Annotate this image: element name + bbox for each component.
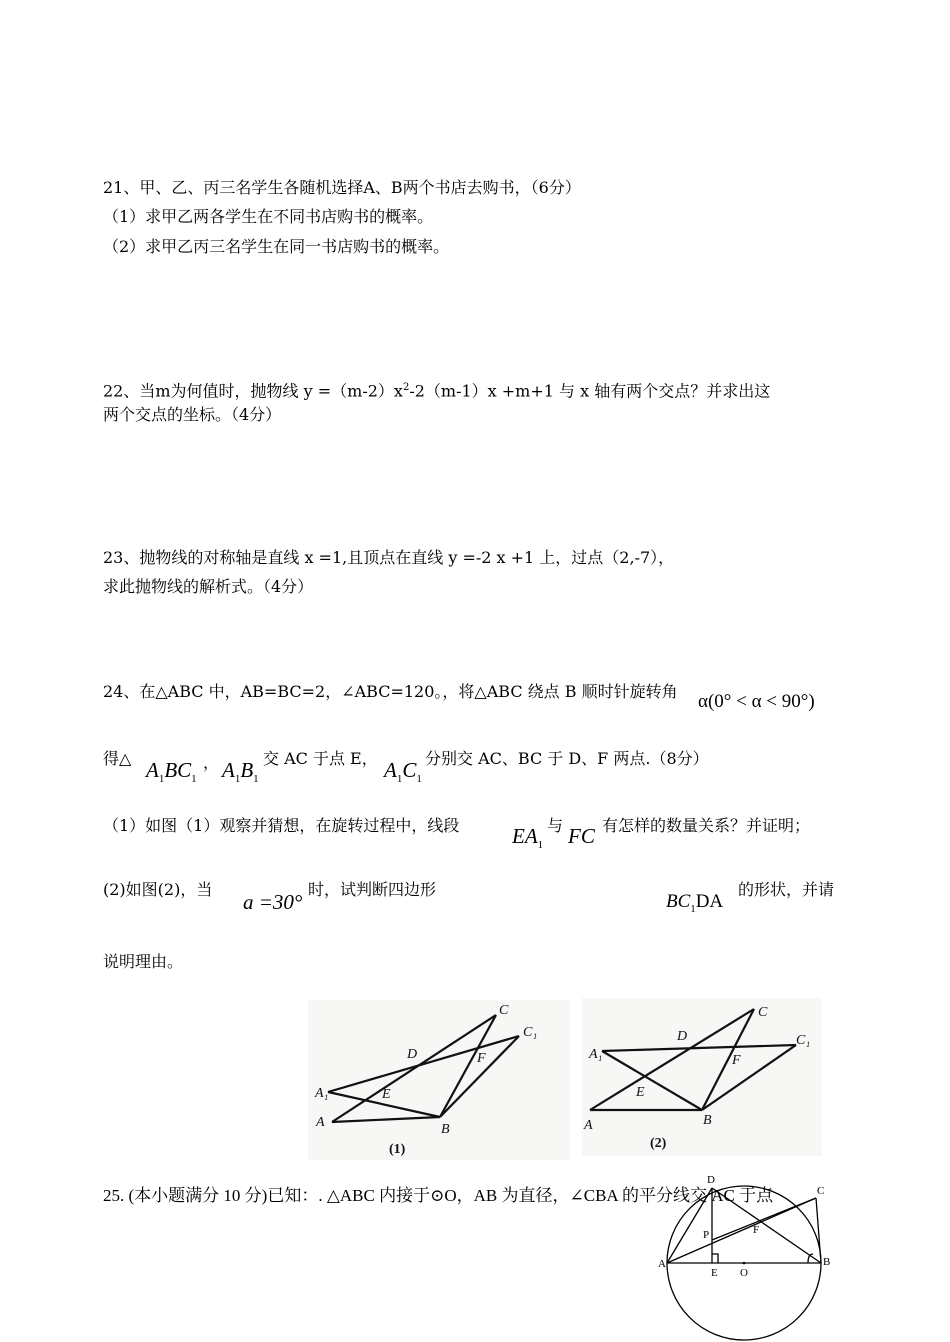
q24-part1-with: 与 [547,816,564,835]
label-e: E [636,1085,645,1100]
q24-line2-mid: 交 AC 于点 E， [263,749,378,768]
sub: 1 [234,773,241,786]
label-f: F [477,1051,486,1066]
q24-line1: 24、在△ABC 中，AB=BC=2，∠ABC=120。，将△ABC 绕点 B 顺时针旋转角 [103,682,678,701]
sub: 1 [253,773,259,786]
label-e: E [382,1087,391,1102]
seg-db [712,1188,821,1263]
label-p: P [703,1229,710,1241]
label-a: A [658,1258,666,1270]
q24-part2-c: 的形状，并请 [738,880,835,899]
seg-ea: EA [512,824,538,848]
label-b: B [441,1122,450,1137]
sub: 1 [396,773,403,786]
q21-part1: （1）求甲乙两各学生在不同书店购书的概率。 [103,207,434,226]
q24-part1-a: （1）如图（1）观察并猜想，在旋转过程中，线段 [103,816,460,835]
q21-stem: 21、甲、乙、丙三名学生各随机选择A、B两个书店去购书，（6分） [103,178,581,197]
label-a: A [316,1115,325,1130]
fig1-caption: (1) [389,1142,406,1157]
label-c: C [499,1003,509,1018]
sub: 1 [416,773,422,786]
q24-segment-a1b1 [222,758,259,791]
seg-cb [816,1198,821,1263]
q22-line1 [103,378,770,401]
right-angle-mark [712,1254,718,1263]
q24-segment-ea1 [512,824,543,857]
q25-figure [656,1168,840,1342]
q24-part1-b: 有怎样的数量关系？并证明； [602,816,811,835]
q24-quadrilateral [666,890,723,921]
tri-bc: BC [164,758,192,782]
label-b: B [823,1256,831,1268]
sub: 1 [158,773,165,786]
q24-angle-expr: α(0° < α < 90°) [698,691,815,712]
label-c1: C₁ [796,1033,811,1048]
q24-part2-b: 时，试判断四边形 [308,880,437,899]
seg-a: A [384,758,397,782]
sub: 1 [537,839,544,852]
label-b: B [703,1113,712,1128]
q24-figure-2 [582,998,822,1156]
q22-line2: 两个交点的坐标。（4分） [103,405,282,424]
label-d: D [407,1047,418,1062]
label-a1: A₁ [315,1086,329,1101]
label-a: A [584,1118,593,1133]
label-c: C [758,1005,768,1020]
q25-line1: 25. (本小题满分 10 分)已知：. △ABC 内接于⊙O，AB 为直径，∠CBA 的平分线交 AC 于点 [103,1186,774,1205]
q24-part3: 说明理由。 [103,952,184,971]
q24-part2-a: (2)如图(2)，当 [103,880,213,899]
q23-line1: 23、抛物线的对称轴是直线 x =1,且顶点在直线 y =-2 x +1 上，过点（2,-7）， [103,548,675,567]
q22-exponent: 2 [402,382,410,393]
label-c: C [817,1185,825,1197]
seg-b: B [240,758,254,782]
fig2-caption: (2) [650,1136,667,1151]
label-o: O [740,1267,748,1279]
q22-line1-b: -2（m-1）x +m+1 与 x 轴有两个交点？并求出这 [409,381,771,401]
sub: 1 [191,773,197,786]
label-c1: C₁ [523,1025,538,1040]
q24-line2-start: 得△ [103,749,132,768]
sub: 1 [690,902,696,915]
q24-segment-fc: FC [568,824,595,848]
seg-c: C [402,758,417,782]
quad-bc: BC [666,891,691,912]
seg-ad [667,1188,712,1263]
label-d: D [677,1029,688,1044]
q24-figure-1 [308,1000,570,1160]
q24-comma: ， [203,753,220,772]
seg-cp [712,1198,816,1240]
q24-line2-end: 分别交 AC、BC 于 D、F 两点.（8分） [425,749,709,768]
quad-da: DA [695,891,724,912]
q22-line1-a: 22、当m为何值时，抛物线 y =（m-2）x [103,381,403,401]
q24-triangle-a1bc1 [146,758,197,791]
q24-segment-a1c1 [384,758,422,791]
q21-part2: （2）求甲乙丙三名学生在同一书店购书的概率。 [103,237,450,256]
label-f: F [753,1224,760,1236]
label-d: D [707,1174,715,1186]
seg-a: A [222,758,235,782]
label-e: E [711,1267,718,1279]
tri-a: A [146,758,159,782]
label-f: F [732,1053,741,1068]
center-dot [743,1262,746,1265]
q24-angle-30: a =30° [243,890,303,914]
q23-line2: 求此抛物线的解析式。（4分） [103,577,314,596]
label-a1: A₁ [589,1047,603,1062]
